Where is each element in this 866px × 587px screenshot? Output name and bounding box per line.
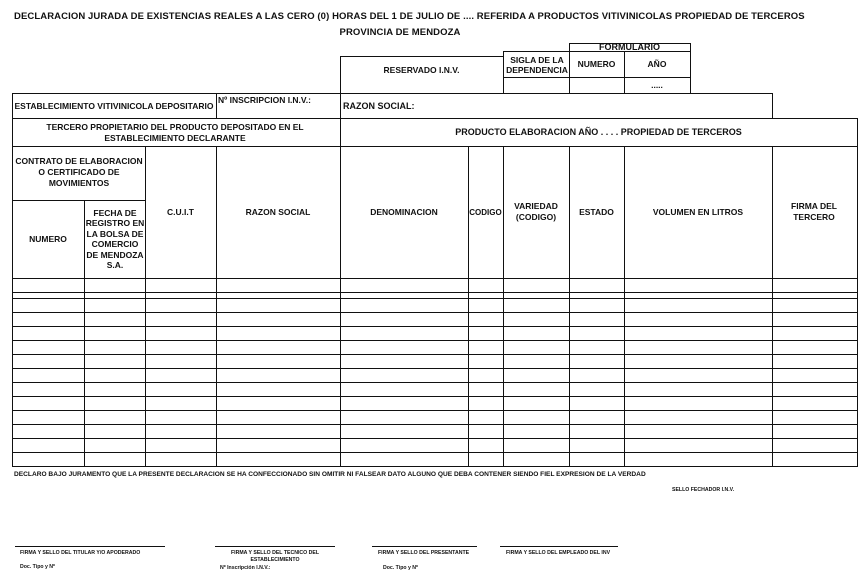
signature-line-presentante — [372, 546, 477, 547]
signature-line-titular — [15, 546, 165, 547]
formulario-anio-label: AÑO — [647, 59, 667, 69]
formulario-title: FORMULARIO — [599, 41, 660, 52]
razon-social-column-header: RAZON SOCIAL — [245, 206, 311, 217]
form-subtitle: PROVINCIA DE MENDOZA — [339, 27, 461, 38]
numero-column-header: NUMERO — [29, 233, 67, 244]
producto-elaboracion-header: PRODUCTO ELABORACION AÑO . . . . PROPIEDAD DE TERCEROS — [455, 127, 742, 137]
firma-tecnico-label: FIRMA Y SELLO DEL TECNICO DEL ESTABLECIMIENTO — [230, 550, 319, 563]
razon-social-label: RAZON SOCIAL: — [343, 101, 415, 111]
denominacion-column-header: DENOMINACION — [370, 206, 438, 217]
tercero-propietario-header: TERCERO PROPIETARIO DEL PRODUCTO DEPOSITADO EN EL ESTABLECIMIENTO DECLARANTE — [46, 121, 304, 143]
formulario-numero-label: NUMERO — [577, 59, 616, 69]
firma-titular-label: FIRMA Y SELLO DEL TITULAR Y/O APODERADO — [20, 550, 141, 556]
reservado-inv-label: RESERVADO I.N.V. — [383, 64, 460, 75]
firma-titular-doc-label: Doc. Tipo y Nº — [20, 564, 55, 570]
firma-presentante-label: FIRMA Y SELLO DEL PRESENTANTE — [378, 550, 470, 556]
declaration-text: DECLARO BAJO JURAMENTO QUE LA PRESENTE DECLARACION SE HA CONFECCIONADO SIN OMITIR NI FALSEAR DATO ALGUNO QUE DEBA CONTENER SIENDO FIEL EXPRESION DE LA VERDAD — [14, 471, 646, 478]
firma-tercero-column-header: FIRMA DEL TERCERO — [791, 201, 837, 222]
firma-empleado-label: FIRMA Y SELLO DEL EMPLEADO DEL INV — [506, 550, 611, 556]
codigo-column-header: CODIGO — [469, 207, 502, 217]
signature-line-tecnico — [215, 546, 335, 547]
variedad-column-header: VARIEDAD (CODIGO) — [514, 201, 558, 222]
estado-column-header: ESTADO — [579, 206, 614, 217]
sello-fechador-label: SELLO FECHADOR I.N.V. — [672, 487, 735, 493]
form-title: DECLARACION JURADA DE EXISTENCIAS REALES A LAS CERO (0) HORAS DEL 1 DE JULIO DE .... REFERIDA A PRODUCTOS VITIVINICOLAS PROPIEDAD DE TERCEROS — [14, 11, 805, 22]
firma-tecnico-inscripcion-label: Nº Inscripción I.N.V.: — [220, 565, 271, 571]
firma-presentante-doc-label: Doc. Tipo y Nº — [383, 565, 418, 571]
inscripcion-inv-label: Nº INSCRIPCION I.N.V.: — [218, 95, 311, 105]
volumen-column-header: VOLUMEN EN LITROS — [652, 206, 744, 217]
formulario-anio-value: ..... — [651, 80, 663, 90]
fecha-registro-column-header: FECHA DE REGISTRO EN LA BOLSA DE COMERCIO DE MENDOZA S.A. — [85, 207, 145, 270]
contrato-elaboracion-header: CONTRATO DE ELABORACION O CERTIFICADO DE MOVIMIENTOS — [15, 155, 143, 188]
establecimiento-label: ESTABLECIMIENTO VITIVINICOLA DEPOSITARIO — [14, 100, 214, 111]
sigla-dependencia-label: SIGLA DE LA DEPENDENCIA — [506, 55, 568, 75]
signature-line-empleado — [500, 546, 618, 547]
cuit-column-header: C.U.I.T — [167, 206, 194, 217]
